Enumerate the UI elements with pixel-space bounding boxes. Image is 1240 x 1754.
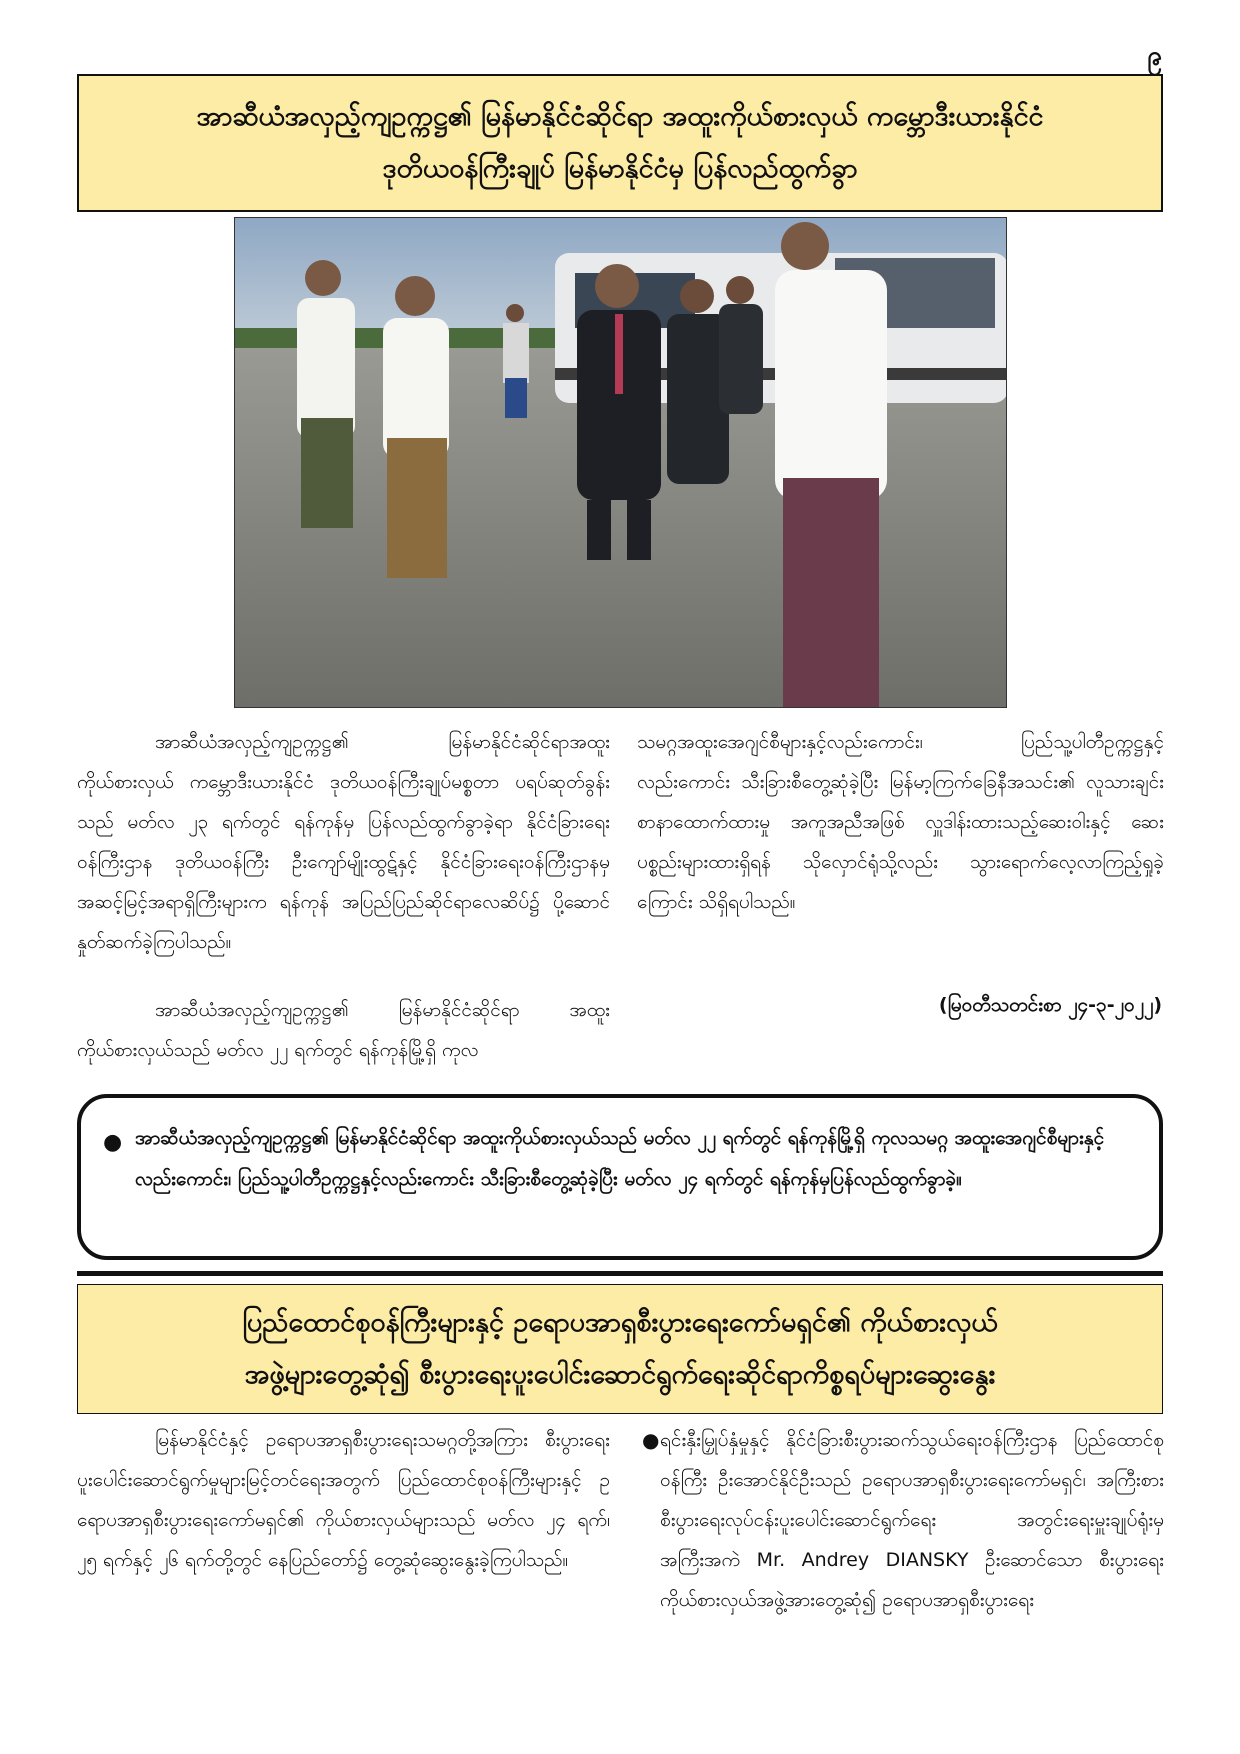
article1-paragraph2: အာဆီယံအလှည့်ကျဥက္ကဋ္ဌ၏ မြန်မာနိုင်ငံဆိုင်ရာ အထူး ကိုယ်စားလှယ်သည် မတ်လ ၂၂ ရက်တွင် ရန်ကုန်မြို့ရှိ ကုလ — [77, 999, 610, 1061]
article1-paragraph1: အာဆီယံအလှည့်ကျဥက္ကဋ္ဌ၏ မြန်မာနိုင်ငံဆိုင်ရာအထူး ကိုယ်စားလှယ် ကမ္ဘောဒီးယားနိုင်ငံ ဒုတိယဝန်ကြီးချုပ်မစ္စတာ ပရပ်ဆုတ်ခွန်းသည် မတ်လ ၂၃ ရက်တွင် ရန်ကုန်မှ ပြန်လည်ထွက်ခွာခဲ့ရာ နိုင်ငံခြားရေးဝန်ကြီးဌာန ဒုတိယဝန်ကြီး ဦးကျော်မျိုးထွဋ်နှင့် နိုင်ငံခြားရေးဝန်ကြီးဌာနမှ အဆင့်မြင့်အရာရှိကြီးများက ရန်ကုန် အပြည်ပြည်ဆိုင်ရာလေဆိပ်၌ ပို့ဆောင်နှုတ်ဆက်ခဲ့ကြပါသည်။ — [77, 731, 610, 953]
section-divider — [77, 1271, 1163, 1276]
article2-headline-line2: အဖွဲ့များတွေ့ဆုံ၍ စီးပွားရေးပူးပေါင်းဆောင်ရွက်ရေးဆိုင်ရာကိစ္စရပ်များဆွေးနွေး — [244, 1359, 996, 1390]
article2-headline-line1: ပြည်ထောင်စုဝန်ကြီးများနှင့် ဥရောပအာရှစီးပွားရေးကော်မရှင်၏ ကိုယ်စားလှယ် — [242, 1307, 998, 1338]
article1-headline — [77, 74, 1163, 212]
person-7 — [775, 222, 887, 708]
summary-text: အာဆီယံအလှည့်ကျဥက္ကဋ္ဌ၏ မြန်မာနိုင်ငံဆိုင်ရာ အထူးကိုယ်စားလှယ်သည် မတ်လ ၂၂ ရက်တွင် ရန်ကုန်မြို့ရှိ ကုလသမဂ္ဂ အထူးအေဂျင်စီများနှင့်လည်းကောင်း၊ ပြည်သူ့ပါတီဥက္ကဋ္ဌနှင့်လည်းကောင်း သီးခြားစီတွေ့ဆုံခဲ့ပြီး မတ်လ ၂၄ ရက်တွင် ရန်ကုန်မှပြန်လည်ထွက်ခွာခဲ့။ — [135, 1127, 1105, 1190]
article1-source: (မြဝတီသတင်းစာ ၂၄-၃-၂၀၂၂) — [938, 994, 1162, 1016]
page-number: ၉ — [1147, 41, 1162, 71]
summary-box — [77, 1094, 1163, 1260]
article2-headline — [77, 1284, 1163, 1414]
airport-tarmac-photo — [235, 218, 1007, 708]
person-1 — [297, 260, 355, 528]
article1-headline-line1: အာဆီယံအလှည့်ကျဥက္ကဋ္ဌ၏ မြန်မာနိုင်ငံဆိုင်ရာ အထူးကိုယ်စားလှယ် ကမ္ဘောဒီးယားနိုင်ငံ — [196, 101, 1044, 132]
article2-paragraph2: ● ရင်းနှီးမြှုပ်နှံမှုနှင့် နိုင်ငံခြားစီးပွားဆက်သွယ်ရေးဝန်ကြီးဌာန ပြည်ထောင်စုဝန်ကြီး ဦးအောင်နိုင်ဦးသည် ဥရောပအာရှစီးပွားရေးကော်မရှင်၊ အကြီးစားစီးပွားရေးလုပ်ငန်းပူးပေါင်းဆောင်ရွက်ရေး အတွင်းရေးမှူးချုပ်ရုံးမှ အကြီးအကဲ Mr. Andrey DIANSKY ဦးဆောင်သော စီးပွားရေးကိုယ်စားလှယ်အဖွဲ့အားတွေ့ဆုံ၍ ဥရောပအာရှစီးပွားရေး — [660, 1420, 1164, 1620]
article1-paragraph3: သမဂ္ဂအထူးအေဂျင်စီများနှင့်လည်းကောင်း၊ ပြည်သူ့ပါတီဥက္ကဋ္ဌနှင့်လည်းကောင်း သီးခြားစီတွေ့ဆုံခဲ့ပြီး မြန်မာ့ကြက်ခြေနီအသင်း၏ လူသားချင်းစာနာထောက်ထားမှု အကူအညီအဖြစ် လှူဒါန်းထားသည့်ဆေးဝါးနှင့် ဆေးပစ္စည်းများထားရှိရန် သိုလှောင်ရုံသို့လည်း သွားရောက်လေ့လာကြည့်ရှုခဲ့ကြောင်း သိရှိရပါသည်။ — [637, 731, 1164, 913]
article2-paragraph1: မြန်မာနိုင်ငံနှင့် ဥရောပအာရှစီးပွားရေးသမဂ္ဂတို့အကြား စီးပွားရေးပူးပေါင်းဆောင်ရွက်မှုများမြင့်တင်ရေးအတွက် ပြည်ထောင်စုဝန်ကြီးများနှင့် ဥရောပအာရှစီးပွားရေးကော်မရှင်၏ ကိုယ်စားလှယ်များသည် မတ်လ ၂၄ ရက်၊ ၂၅ ရက်နှင့် ၂၆ ရက်တို့တွင် နေပြည်တော်၌ တွေ့ဆုံဆွေးနွေးခဲ့ကြပါသည်။ — [77, 1429, 610, 1571]
news-photo — [234, 217, 1007, 708]
article1-headline-line2: ဒုတိယဝန်ကြီးချုပ် မြန်မာနိုင်ငံမှ ပြန်လည်ထွက်ခွာ — [382, 153, 858, 184]
bullet-icon: ● — [103, 1130, 123, 1155]
person-2 — [383, 276, 449, 578]
bullet-icon: ● — [642, 1428, 660, 1452]
